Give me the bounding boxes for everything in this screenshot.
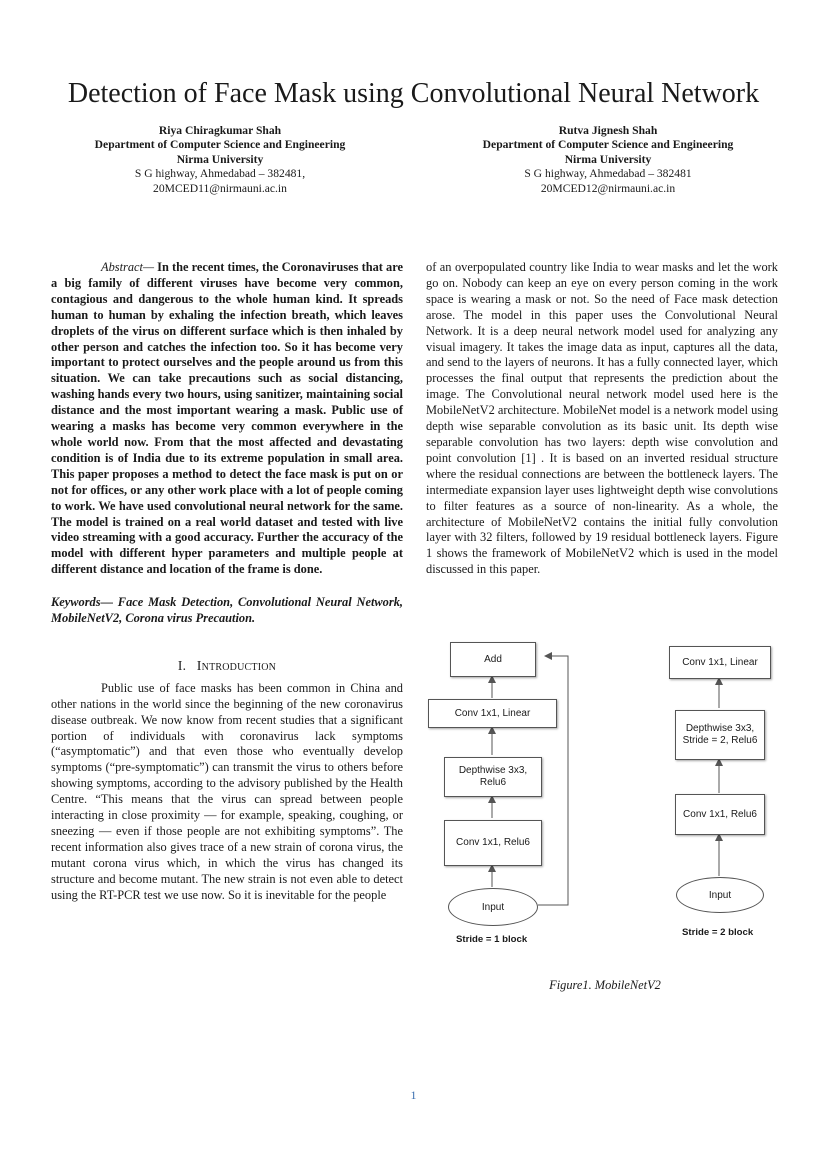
author-name: Rutva Jignesh Shah [558, 124, 658, 137]
skip-connection-arrow [538, 656, 568, 905]
figure-caption: Figure1. MobileNetV2 [549, 978, 661, 992]
depthwise-stride-box: Depthwise 3x3, Stride = 2, Relu6 [675, 710, 765, 760]
right-column-text: of an overpopulated country like India to wear masks and let the work go on. Nobody can keep an eye on every person coming in the work space is wearing a mask or not. So the need of Face mask detection arose. The model in this paper uses the Convolutional Neural Network. It is a deep neural network model used for analyzing any visual imagery. It takes the image data as input, captures all the data, and send to the layers of neurons. It has a fully connected layer, which processes the final output that represents the prediction about the image. The Convolutional neural network model used here is the MobileNetV2 architecture. MobileNet model is a network model using depth wise separable convolution as its basic unit. Its depth wise separable convolution has two layers: depth wise convolution and point convolution [1] . It is based on an inverted residual structure where the residual connections are between the bottleneck layers. The intermediate expansion layer uses lightweight depth wise convolutions to filter features as a source of non-linearity. As a whole, the architecture of MobileNetV2 contains the initial fully convolution layer with 32 filters, followed by 19 residual bottleneck layers. Figure 1 shows the framework of MobileNetV2 which is used in the model discussed in this paper. [426, 260, 779, 577]
conv-relu-box: Conv 1x1, Relu6 [675, 794, 765, 835]
input-node: Input [676, 877, 764, 913]
section-heading [51, 658, 403, 675]
stride-1-label: Stride = 1 block [456, 934, 528, 945]
abstract-lead: Abstract— [101, 260, 155, 274]
author-email: 20MCED11@nirmauni.ac.in [153, 181, 287, 195]
author-email: 20MCED12@nirmauni.ac.in [540, 181, 676, 195]
right-column [426, 260, 778, 578]
author-block-2 [443, 124, 773, 196]
section-number: I. [177, 657, 187, 673]
author-university: Nirma University [564, 152, 652, 166]
stride-2-label: Stride = 2 block [682, 927, 754, 938]
input-node: Input [448, 888, 538, 926]
author-name: Riya Chiragkumar Shah [158, 124, 282, 137]
author-address: S G highway, Ahmedabad – 382481, [134, 167, 306, 181]
abstract [51, 260, 403, 578]
conv-linear-box: Conv 1x1, Linear [428, 699, 557, 728]
author-department: Department of Computer Science and Engineering [482, 138, 734, 152]
depthwise-box: Depthwise 3x3, Relu6 [444, 757, 542, 797]
abstract-text: In the recent times, the Coronaviruses that are a big family of different viruses have become very common, contagious and dangerous to the whole human kind. It spreads human to human by exhaling the infection breath, which leaves droplets of the virus on different surface which is then inhaled by other person and catches the infection too. So it has become very important to protect ourselves and the people around us from this situation. We can take precautions such as social distancing, washing hands every two hours, using sanitizer, maintaining social distance and the most important wearing a mask. Public use of wearing a masks has become very common everywhere in the whole world now. From that the most affected and devastating condition is of India due to its extreme population in small area. This paper proposes a method to detect the face mask is put on or not for offices, or any other work place with a lot of people coming to work. We have used convolutional neural network for the same. The model is trained on a real world dataset and tested with live video streaming with a good accuracy. Further the accuracy of the model with different hyper parameters and multiple people at different distance and location of the frame is done. [51, 260, 403, 577]
add-box: Add [450, 642, 536, 677]
conv-relu-box: Conv 1x1, Relu6 [444, 820, 542, 866]
paper-title: Detection of Face Mask using Convolutional Neural Network [67, 78, 760, 109]
mobilenetv2-figure [428, 632, 782, 952]
left-column [51, 260, 403, 904]
author-address: S G highway, Ahmedabad – 382481 [524, 167, 692, 181]
keywords: Keywords— Face Mask Detection, Convolutional Neural Network, MobileNetV2, Corona virus Precaution. [51, 595, 403, 626]
conv-linear-box: Conv 1x1, Linear [669, 646, 771, 679]
author-block-1 [55, 124, 385, 196]
author-university: Nirma University [176, 152, 264, 166]
introduction-text: Public use of face masks has been common in China and other nations in the world since the beginning of the new coronavirus disease outbreak. We now know from recent studies that a significant portion of individuals with coronavirus lack symptoms (“asymptomatic”) and that even those who eventually develop symptoms (“pre-symptomatic”) can transmit the virus to others before showing symptoms, according to the advisory published by the Health Centre. “This means that the virus can spread between people interacting in close proximity — for example, speaking, coughing, or sneezing — even if those people are not exhibiting symptoms”. The recent information also gives trace of a new strain of corona virus, the mutant corona virus which, in which the virus has changed its structure and become mutant. The new strain is not even able to detect using the RT-PCR test we use now. So it is inevitable for the people [51, 680, 403, 902]
section-title: Introduction [196, 658, 277, 674]
page-number: 1 [410, 1088, 417, 1102]
author-department: Department of Computer Science and Engineering [94, 138, 346, 152]
